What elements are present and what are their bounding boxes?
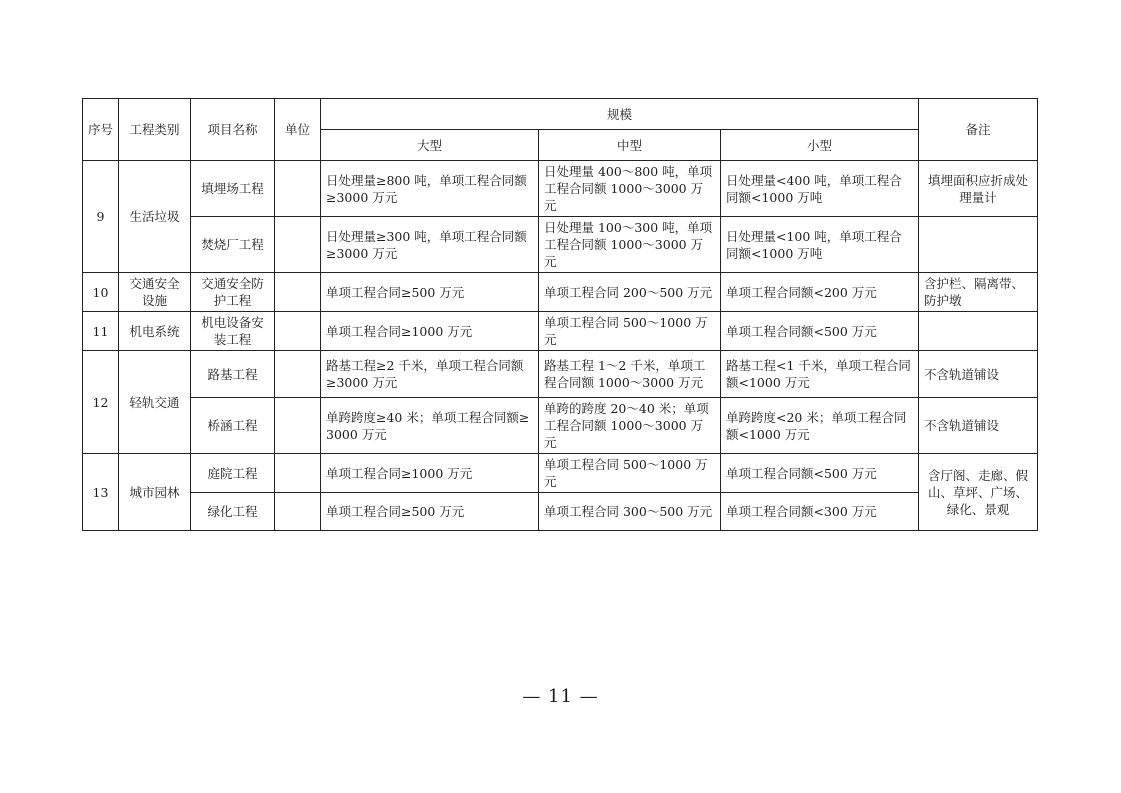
row-large: 单项工程合同≥500 万元 bbox=[321, 273, 539, 312]
row-small: 路基工程<1 千米，单项工程合同额<1000 万元 bbox=[721, 351, 919, 398]
row-seq: 12 bbox=[83, 351, 119, 454]
table-row bbox=[83, 273, 1038, 312]
row-small: 单跨跨度<20 米；单项工程合同额<1000 万元 bbox=[721, 398, 919, 454]
row-medium: 日处理量 400～800 吨，单项工程合同额 1000～3000 万元 bbox=[539, 161, 721, 217]
table-row bbox=[83, 312, 1038, 351]
row-project: 交通安全防护工程 bbox=[191, 273, 275, 312]
row-project: 焚烧厂工程 bbox=[191, 217, 275, 273]
row-seq: 13 bbox=[83, 454, 119, 531]
row-medium: 路基工程 1～2 千米，单项工程合同额 1000～3000 万元 bbox=[539, 351, 721, 398]
row-large: 单项工程合同≥500 万元 bbox=[321, 493, 539, 531]
row-seq: 10 bbox=[83, 273, 119, 312]
row-unit bbox=[275, 217, 321, 273]
table-row bbox=[83, 493, 1038, 531]
row-remark: 含厅阁、走廊、假山、草坪、广场、绿化、景观 bbox=[919, 454, 1038, 531]
row-large: 单项工程合同≥1000 万元 bbox=[321, 454, 539, 493]
header-unit: 单位 bbox=[275, 99, 321, 161]
header-medium: 中型 bbox=[539, 130, 721, 161]
row-unit bbox=[275, 273, 321, 312]
table-row bbox=[83, 161, 1038, 217]
row-seq: 11 bbox=[83, 312, 119, 351]
engineering-scale-table bbox=[82, 98, 1038, 531]
page-number: — 11 — bbox=[522, 686, 599, 707]
row-medium: 日处理量 100～300 吨，单项工程合同额 1000～3000 万元 bbox=[539, 217, 721, 273]
row-unit bbox=[275, 454, 321, 493]
row-category: 轻轨交通 bbox=[119, 351, 191, 454]
row-project: 路基工程 bbox=[191, 351, 275, 398]
row-medium: 单项工程合同 500～1000 万元 bbox=[539, 312, 721, 351]
row-remark: 不含轨道铺设 bbox=[919, 398, 1038, 454]
header-small: 小型 bbox=[721, 130, 919, 161]
row-remark: 不含轨道铺设 bbox=[919, 351, 1038, 398]
header-scale: 规模 bbox=[321, 99, 919, 130]
table-row bbox=[83, 454, 1038, 493]
row-remark bbox=[919, 312, 1038, 351]
header-large: 大型 bbox=[321, 130, 539, 161]
row-small: 日处理量<400 吨，单项工程合同额<1000 万吨 bbox=[721, 161, 919, 217]
row-large: 单跨跨度≥40 米；单项工程合同额≥3000 万元 bbox=[321, 398, 539, 454]
row-large: 路基工程≥2 千米，单项工程合同额≥3000 万元 bbox=[321, 351, 539, 398]
row-unit bbox=[275, 398, 321, 454]
table-row bbox=[83, 398, 1038, 454]
header-remark: 备注 bbox=[919, 99, 1038, 161]
row-category: 生活垃圾 bbox=[119, 161, 191, 273]
row-medium: 单项工程合同 500～1000 万元 bbox=[539, 454, 721, 493]
row-seq: 9 bbox=[83, 161, 119, 273]
row-medium: 单项工程合同 300～500 万元 bbox=[539, 493, 721, 531]
row-medium: 单跨的跨度 20～40 米；单项工程合同额 1000～3000 万元 bbox=[539, 398, 721, 454]
row-project: 庭院工程 bbox=[191, 454, 275, 493]
row-remark: 含护栏、隔离带、防护墩 bbox=[919, 273, 1038, 312]
row-unit bbox=[275, 351, 321, 398]
row-unit bbox=[275, 493, 321, 531]
header-seq: 序号 bbox=[83, 99, 119, 161]
row-category: 城市园林 bbox=[119, 454, 191, 531]
header-project: 项目名称 bbox=[191, 99, 275, 161]
row-small: 单项工程合同额<200 万元 bbox=[721, 273, 919, 312]
row-category: 机电系统 bbox=[119, 312, 191, 351]
row-remark: 填埋面积应折成处理量计 bbox=[919, 161, 1038, 217]
row-small: 日处理量<100 吨，单项工程合同额<1000 万吨 bbox=[721, 217, 919, 273]
row-category: 交通安全设施 bbox=[119, 273, 191, 312]
row-small: 单项工程合同额<500 万元 bbox=[721, 312, 919, 351]
row-project: 绿化工程 bbox=[191, 493, 275, 531]
row-remark bbox=[919, 217, 1038, 273]
row-project: 机电设备安装工程 bbox=[191, 312, 275, 351]
row-small: 单项工程合同额<300 万元 bbox=[721, 493, 919, 531]
row-large: 日处理量≥800 吨，单项工程合同额≥3000 万元 bbox=[321, 161, 539, 217]
row-medium: 单项工程合同 200～500 万元 bbox=[539, 273, 721, 312]
row-unit bbox=[275, 161, 321, 217]
row-large: 单项工程合同≥1000 万元 bbox=[321, 312, 539, 351]
row-unit bbox=[275, 312, 321, 351]
row-small: 单项工程合同额<500 万元 bbox=[721, 454, 919, 493]
header-category: 工程类别 bbox=[119, 99, 191, 161]
row-project: 填埋场工程 bbox=[191, 161, 275, 217]
table-row bbox=[83, 217, 1038, 273]
table-header-row bbox=[83, 99, 1038, 130]
row-project: 桥涵工程 bbox=[191, 398, 275, 454]
table-row bbox=[83, 351, 1038, 398]
row-large: 日处理量≥300 吨，单项工程合同额≥3000 万元 bbox=[321, 217, 539, 273]
